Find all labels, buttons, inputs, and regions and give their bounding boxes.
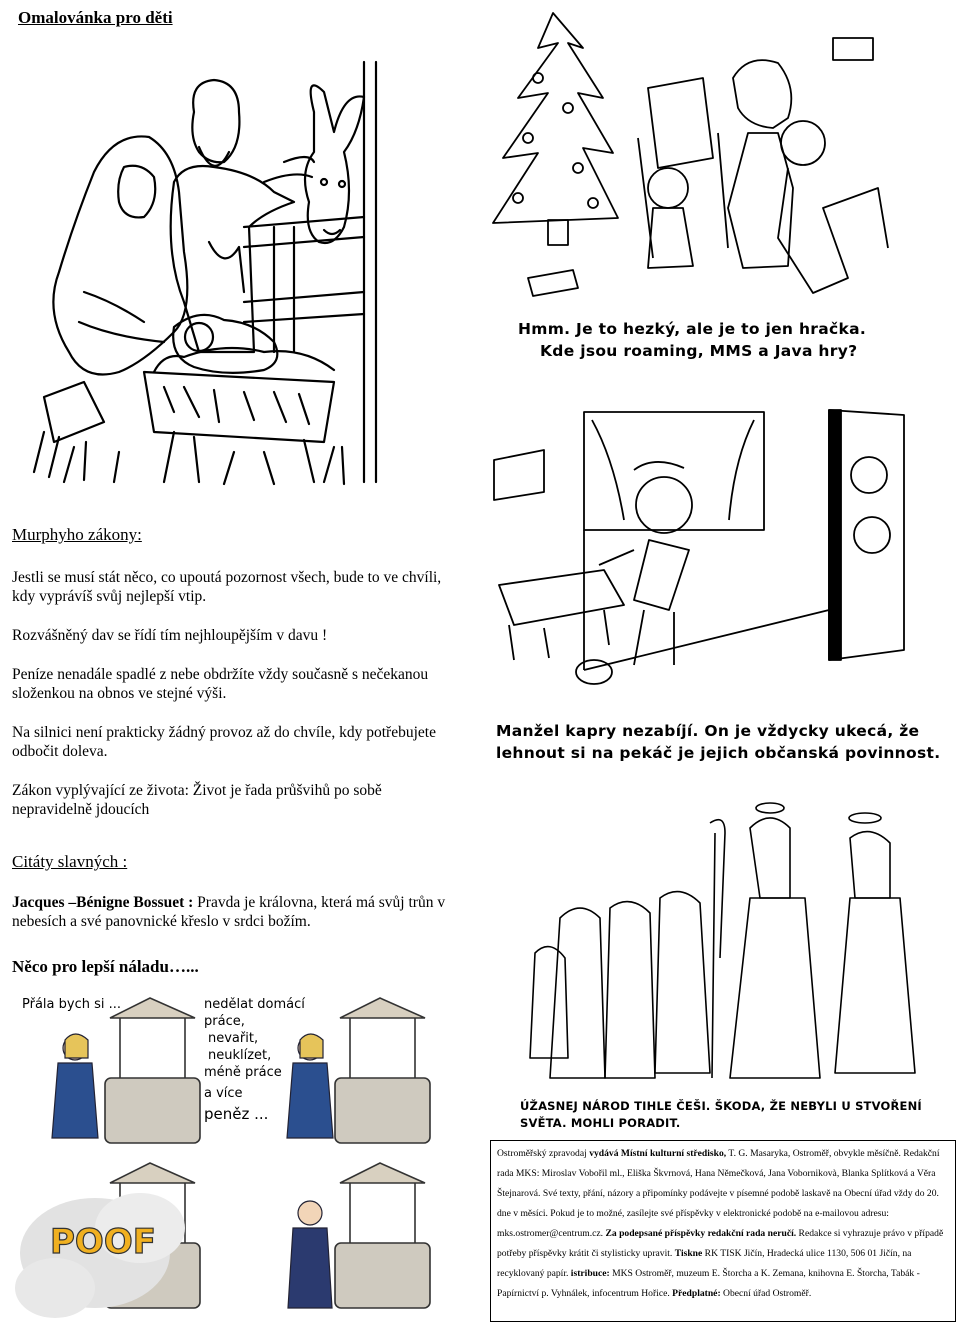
law-3: Peníze nenadále spadlé z nebe obdržíte vždy současně s nečekanou složenkou na obnos ve stejné výši. (12, 666, 429, 702)
cartoon1-caption (518, 318, 866, 362)
imprint-disclaimer: Za podepsané příspěvky redakční rada neručí. (605, 1228, 797, 1239)
imprint-subscription-label: Předplatné: (672, 1288, 721, 1299)
wish-line-1: nedělat domácí práce, (204, 997, 305, 1029)
imprint-distribution-label: istribuce: (570, 1268, 610, 1279)
cartoon2-caption-line2: lehnout si na pekáč je jejich občanská povinnost. (496, 744, 941, 762)
cartoon1-caption-line1: Hmm. Je to hezký, ale je to jen hračka. (518, 320, 867, 338)
wish-line-2: nevařit, (208, 1031, 259, 1046)
imprint-p2: T. G. Masaryka, Ostroměř, obvykle měsíčně. Redakční rada MKS: Miroslav Vobořil ml., Eliška Škvrnová, Hana Němečková, Jana Vobornikovà, Blanka Splítková a Věra Štejnarová. Své texty, přání, názory a připomínky podávejte v písemné podobě laskavě na Obecní úřad vždy do 20. dne v měsíci. Pokud je to možné, zasílejte své příspěvky v elektronické podobě na e-mailovou adresu: mks.ostromer@centrum.cz. (497, 1148, 940, 1239)
mood-title: Něco pro lepší náladu…... (12, 957, 199, 976)
imprint-print-label: Tiskne (674, 1248, 703, 1259)
wish-line-3: neuklízet, (208, 1048, 272, 1063)
creation-cartoon (520, 788, 930, 1088)
cartoon2-caption-line1: Manžel kapry nezabíjí. On je vždycky ukecá, že (496, 722, 920, 740)
law-1: Jestli se musí stát něco, co upoutá pozornost všech, bude to ve chvíli, kdy vyprávíš svůj nejlepší vtip. (12, 569, 442, 605)
imprint-p6: Obecní úřad Ostroměř. (720, 1288, 812, 1299)
imprint-p1: Ostroměřský zpravodaj (497, 1148, 590, 1159)
poof-text: POOF (50, 1222, 156, 1262)
imprint-publisher: vydává Místní kulturní středisko, (589, 1148, 727, 1159)
law-5: Zákon vyplývající ze života: Život je řada průšvihů po sobě nepravidelně jdoucích (12, 782, 382, 818)
nativity-illustration (24, 52, 404, 497)
wish-line-6: peněz ... (204, 1105, 269, 1123)
imprint-p4: RK TISK Jičín, Hradecká ulice 1130, 506 01 Jičín, na recyklovaný papír. (497, 1248, 912, 1279)
wish-bubble-1: Přála bych si ... (22, 997, 122, 1012)
imprint-p5: MKS Ostroměř, muzeum E. Štorcha a K. Zemana, knihovna E. Štorcha, Tabák - Papírnictví p. Vyhnálek, infocentrum Hořice. (497, 1268, 920, 1299)
coloring-title: Omalovánka pro děti (18, 8, 173, 27)
wish-line-4: méně práce (204, 1065, 282, 1080)
quote-text: Pravda je královna, která má svůj trůn v nebesích a své panovnické křeslo v srdci božím. (12, 894, 446, 930)
cartoon1-caption-line2: Kde jsou roaming, MMS a Java hry? (540, 342, 858, 360)
wish-line-5: a více (204, 1086, 243, 1101)
cartoon2-caption (496, 720, 940, 764)
christmas-cartoon (478, 8, 918, 308)
law-2: Rozvášněný dav se řídí tím nejhloupějším v davu ! (12, 627, 328, 644)
wish-bubble-2 (204, 996, 324, 1123)
carp-cartoon (484, 400, 946, 700)
murphy-laws (12, 568, 464, 819)
murphy-title: Murphyho zákony: (12, 525, 142, 544)
quote-block (12, 893, 464, 931)
law-4: Na silnici není prakticky žádný provoz až do chvíle, kdy potřebujete odbočit doleva. (12, 724, 436, 760)
imprint-box (490, 1140, 956, 1322)
quotes-title: Citáty slavných : (12, 852, 128, 871)
quote-author: Jacques –Bénigne Bossuet : (12, 894, 194, 911)
imprint-p3: Redakce si vyhrazuje právo v případě potřeby příspěvky krátit či stylisticky upravit. (497, 1228, 944, 1259)
cartoon3-caption: ÚŽASNEJ NÁROD TIHLE ČEŠI. ŠKODA, ŽE NEBYLI U STVOŘENÍ SVĚTA. MOHLI PORADIT. (520, 1099, 922, 1130)
